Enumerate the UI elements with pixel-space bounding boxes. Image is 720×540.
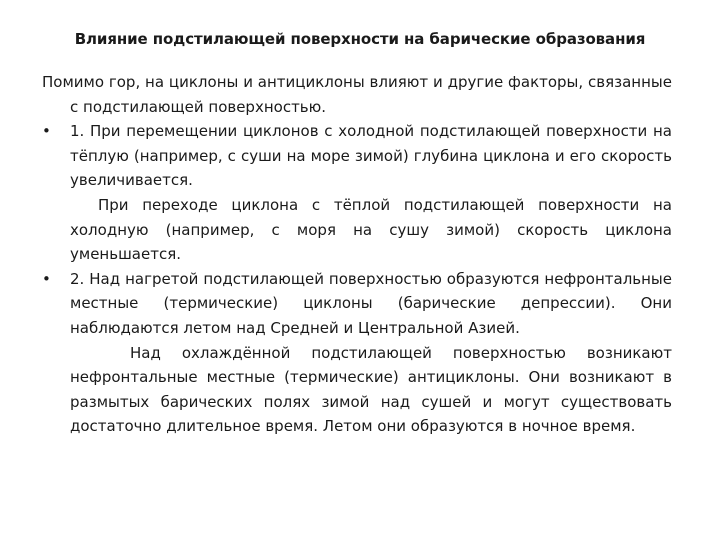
bullet-icon: •	[42, 269, 51, 288]
slide-body	[42, 70, 672, 439]
list-item-1-continuation: При переходе циклона с тёплой подстилающей поверхности на холодную (например, с моря на сушу зимой) скорость циклона уменьшается.	[70, 195, 672, 264]
list-item-1-text: 1. При перемещении циклонов с холодной подстилающей поверхности на тёплую (например, с суши на море зимой) глубина циклона и его скорость увеличивается.	[70, 122, 672, 190]
list-item-2-text: 2. Над нагретой подстилающей поверхностью образуются нефронтальные местные (термические) циклоны (барические депрессии). Они наблюдаются летом над Средней и Центральной Азией.	[70, 269, 672, 337]
list-item-1	[42, 119, 672, 193]
intro-paragraph: Помимо гор, на циклоны и антициклоны влияют и другие факторы, связанные с подстилающей поверхностью.	[42, 73, 672, 116]
list-item-2-continuation: Над охлаждённой подстилающей поверхностью возникают нефронтальные местные (термические) антициклоны. Они возникают в размытых барических полях зимой над сушей и могут существовать достаточно длительное время. Летом они образуются в ночное время.	[70, 343, 672, 436]
list-item-2	[42, 267, 672, 341]
slide-title: Влияние подстилающей поверхности на барические образования	[74, 30, 646, 48]
bullet-icon: •	[42, 122, 51, 141]
